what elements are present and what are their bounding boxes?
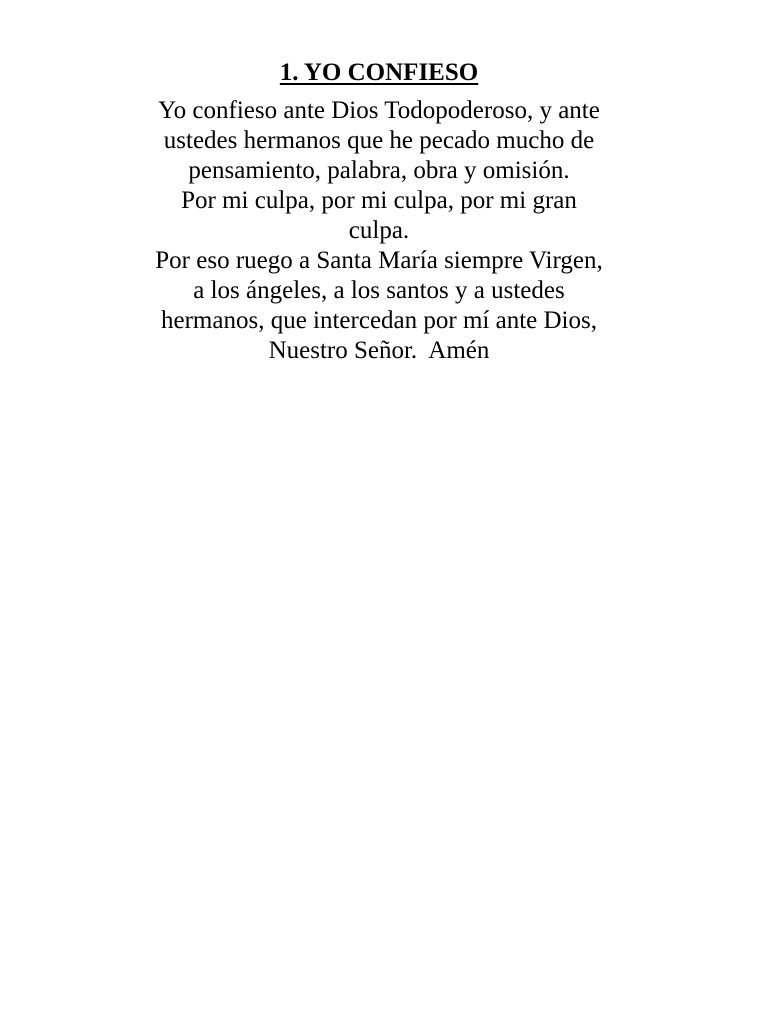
text-line: a los ángeles, a los santos y a ustedes: [193, 277, 565, 304]
page-title: 1. YO CONFIESO: [279, 59, 479, 86]
text-line: ustedes hermanos que he pecado mucho de: [163, 127, 595, 154]
text-line: Por mi culpa, por mi culpa, por mi gran: [181, 187, 577, 214]
prayer-text: [0, 96, 758, 366]
text-line: Yo confieso ante Dios Todopoderoso, y ante: [158, 97, 600, 124]
text-line: hermanos, que intercedan por mí ante Dios,: [161, 307, 597, 334]
text-line: culpa.: [348, 217, 410, 244]
text-line: pensamiento, palabra, obra y omisión.: [188, 157, 570, 184]
text-line: Nuestro Señor. Amén: [268, 337, 490, 364]
text-line: Por eso ruego a Santa María siempre Virgen,: [155, 247, 603, 274]
